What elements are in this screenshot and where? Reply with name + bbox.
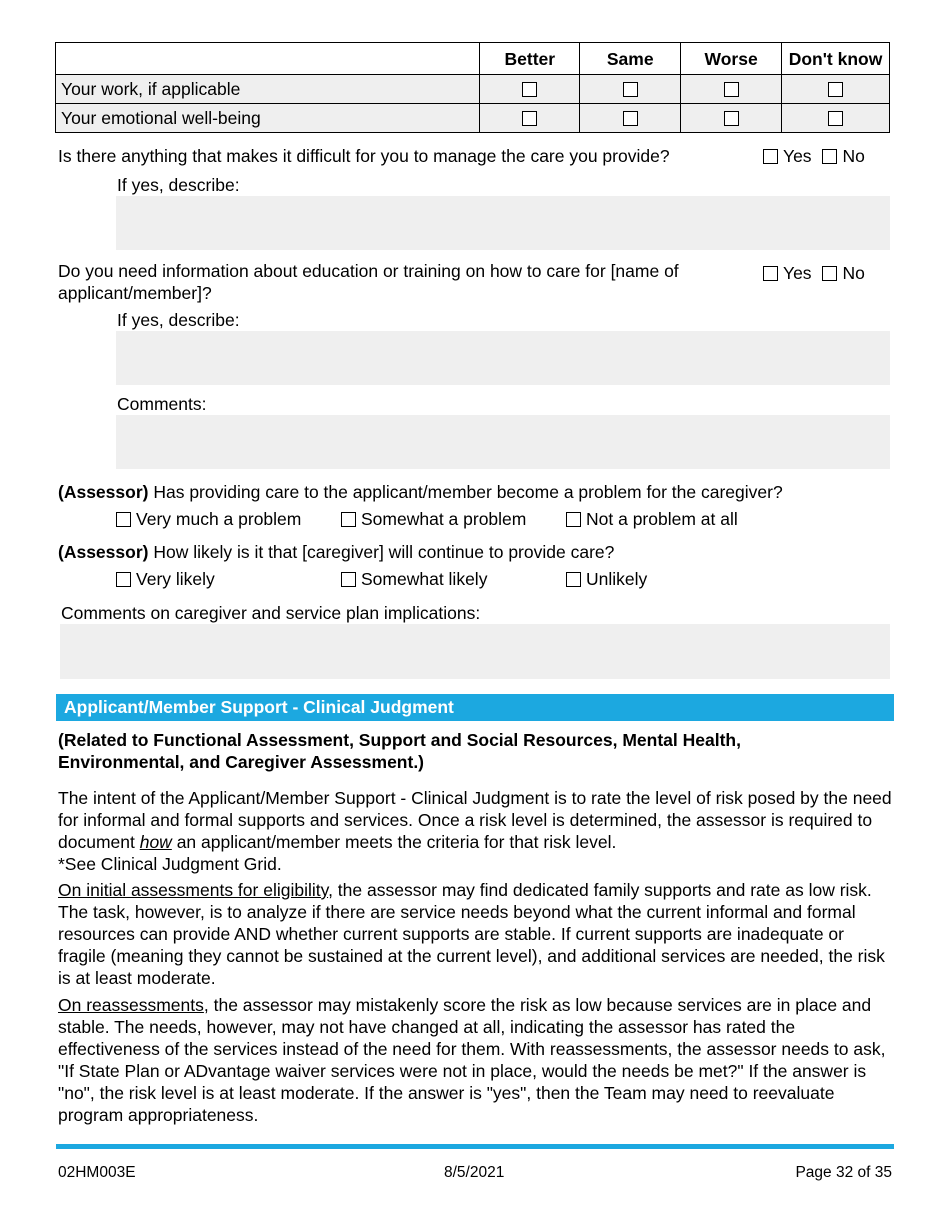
initial-assessment-text: , the assessor may find dedicated family supports and rate as low risk. The task, however, is to analyze if there are service needs beyond what the current informal and formal resources can provide AND whether current supports are stable. If current supports are inadequate or fragile (meaning they cannot be sustained at the current level), and additional services are needed, the risk is at least moderate. (58, 880, 885, 988)
initial-assessment-paragraph (58, 879, 894, 989)
q4-prefix: (Assessor) (58, 542, 149, 562)
q4-option-somewhat-likely[interactable] (341, 568, 487, 590)
rating-table (55, 42, 890, 133)
footer-divider (56, 1144, 894, 1149)
footer-page-number: Page 32 of 35 (795, 1164, 892, 1181)
caregiver-comments-label: Comments on caregiver and service plan implications: (61, 603, 481, 623)
q4-text: How likely is it that [caregiver] will continue to provide care? (148, 542, 615, 562)
q3-option-not-a-problem[interactable] (566, 508, 738, 530)
q3-option-somewhat[interactable] (341, 508, 526, 530)
q1-text: Is there anything that makes it difficult for you to manage the care you provide? (58, 146, 670, 166)
table-header-worse: Worse (681, 43, 782, 75)
emotional-same-checkbox[interactable] (623, 111, 638, 126)
table-header-row (56, 43, 890, 75)
q3-option-label: Somewhat a problem (361, 509, 527, 529)
footer-date: 8/5/2021 (444, 1164, 505, 1181)
q1-describe-field[interactable] (116, 196, 890, 250)
q4-option-label: Somewhat likely (361, 569, 488, 589)
q4-somewhat-likely-checkbox[interactable] (341, 572, 356, 587)
q2-describe-label: If yes, describe: (117, 310, 240, 330)
q1-yes-no (763, 145, 871, 167)
intent-text-end: an applicant/member meets the criteria for that risk level. (171, 832, 617, 852)
intent-emphasis: how (139, 832, 172, 852)
footer-form-id: 02HM003E (58, 1164, 136, 1181)
emotional-better-checkbox[interactable] (522, 111, 537, 126)
q4-option-very-likely[interactable] (116, 568, 215, 590)
table-header-same: Same (580, 43, 681, 75)
q1-no-label: No (842, 146, 865, 166)
q3-prefix: (Assessor) (58, 482, 149, 502)
section-title: Applicant/Member Support - Clinical Judgment (56, 694, 894, 721)
q2-no-checkbox[interactable] (822, 266, 837, 281)
emotional-worse-checkbox[interactable] (724, 111, 739, 126)
q3-option-label: Not a problem at all (586, 509, 738, 529)
reassessment-paragraph (58, 994, 894, 1126)
table-header-better: Better (480, 43, 580, 75)
intent-text: The intent of the Applicant/Member Support - Clinical Judgment is to rate the level of risk posed by the need for informal and formal supports and services. Once a risk level is determined, the assessor is required to document (58, 788, 892, 852)
reassessment-heading: On reassessments (58, 995, 204, 1015)
q3-option-very-much[interactable] (116, 508, 301, 530)
row-label: Your work, if applicable (56, 75, 480, 104)
q3-somewhat-checkbox[interactable] (341, 512, 356, 527)
q2-comments-label: Comments: (117, 394, 207, 414)
reassessment-text: , the assessor may mistakenly score the risk as low because services are in place and stable. The needs, however, may not have changed at all, indicating the assessor has rated the effectiveness of the services instead of the need for them. With reassessments, the assessor needs to ask, "If State Plan or ADvantage waiver services were not in place, would the needs be met?" If the answer is "no", the risk level is at least moderate. If the answer is "yes", then the Team may need to reevaluate program appropriateness. (58, 995, 886, 1125)
q4-unlikely-checkbox[interactable] (566, 572, 581, 587)
q2-yes-no (763, 262, 871, 284)
q4-option-unlikely[interactable] (566, 568, 647, 590)
q4-very-likely-checkbox[interactable] (116, 572, 131, 587)
q1-yes-checkbox[interactable] (763, 149, 778, 164)
intent-paragraph (58, 787, 894, 875)
q4-option-label: Unlikely (586, 569, 648, 589)
table-header-blank (56, 43, 480, 75)
table-row (56, 75, 890, 104)
table-row (56, 104, 890, 133)
q2-comments-field[interactable] (116, 415, 890, 469)
work-same-checkbox[interactable] (623, 82, 638, 97)
q2-yes-checkbox[interactable] (763, 266, 778, 281)
q2-yes-label: Yes (783, 263, 812, 283)
q2-text: Do you need information about education or training on how to care for [name of applicant/member]? (58, 261, 679, 303)
section-related-note: (Related to Functional Assessment, Support and Social Resources, Mental Health, Environmental, and Caregiver Assessment.) (58, 730, 741, 772)
work-worse-checkbox[interactable] (724, 82, 739, 97)
q4-question (58, 541, 614, 563)
q3-very-much-checkbox[interactable] (116, 512, 131, 527)
caregiver-comments-field[interactable] (60, 624, 890, 679)
q3-question (58, 481, 783, 503)
row-label: Your emotional well-being (56, 104, 480, 133)
q1-yes-label: Yes (783, 146, 812, 166)
q1-no-checkbox[interactable] (822, 149, 837, 164)
work-better-checkbox[interactable] (522, 82, 537, 97)
initial-assessment-heading: On initial assessments for eligibility (58, 880, 329, 900)
q3-option-label: Very much a problem (136, 509, 302, 529)
q2-describe-field[interactable] (116, 331, 890, 385)
emotional-dont-know-checkbox[interactable] (828, 111, 843, 126)
q3-text: Has providing care to the applicant/member become a problem for the caregiver? (148, 482, 783, 502)
grid-reference: *See Clinical Judgment Grid. (58, 854, 282, 874)
q2-no-label: No (842, 263, 865, 283)
q4-option-label: Very likely (136, 569, 215, 589)
q3-not-a-problem-checkbox[interactable] (566, 512, 581, 527)
q1-describe-label: If yes, describe: (117, 175, 240, 195)
table-header-dont-know: Don't know (782, 43, 890, 75)
work-dont-know-checkbox[interactable] (828, 82, 843, 97)
